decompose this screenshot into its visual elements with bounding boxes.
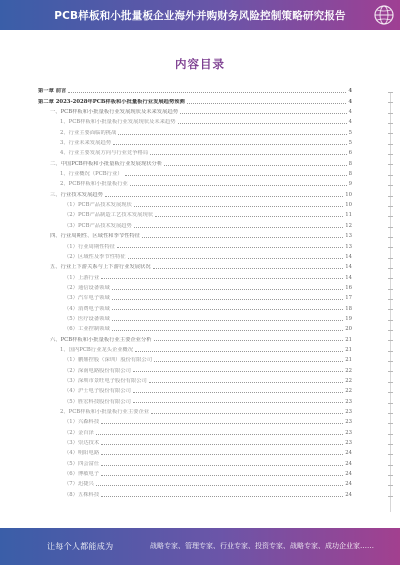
toc-entry[interactable] (38, 415, 352, 425)
toc-page-number: 18 (345, 305, 352, 312)
toc-entry-text: （2）金百泽 (64, 429, 94, 436)
toc-leader-dots (133, 392, 343, 393)
toc-entry-text: 二、中国PCB样板和小批量板行业发展现状分析 (50, 160, 163, 167)
toc-entry[interactable] (38, 394, 352, 404)
ruler-tick (388, 102, 393, 103)
toc-page-number: 10 (345, 202, 352, 209)
toc-page-number: 4 (348, 109, 352, 116)
toc-leader-dots (128, 258, 344, 259)
ruler-tick (388, 164, 393, 165)
toc-entry-text: （2）深南电路股份有限公司 (64, 367, 131, 374)
ruler-tick (388, 340, 393, 341)
toc-leader-dots (101, 454, 343, 455)
toc-leader-dots (164, 165, 346, 166)
toc-entry[interactable] (38, 436, 352, 446)
ruler-tick (388, 247, 393, 248)
toc-entry-text: （1）兴森科技 (64, 419, 100, 426)
toc-leader-dots (154, 361, 343, 362)
toc-entry-text: 三、行业技术发展趋势 (50, 191, 103, 198)
toc-entry-text: （1）PCB产品技术发展现状 (64, 202, 132, 209)
toc-leader-dots (101, 475, 343, 476)
toc-page-number: 24 (345, 481, 352, 488)
toc-entry-text: 五、行业上下游关系与上下游行业发展状况 (50, 264, 151, 271)
toc-page-number: 23 (345, 398, 352, 405)
toc-entry-text: 第一章 前言 (38, 88, 67, 95)
ruler-tick (388, 423, 393, 424)
toc-entry-text: （4）消费电子领域 (64, 305, 110, 312)
toc-entry-text: （2）区域性及季节性特征 (64, 253, 126, 260)
toc-page-number: 10 (345, 191, 352, 198)
ruler-tick (388, 413, 393, 414)
toc-entry[interactable] (38, 198, 352, 208)
toc-page-number: 19 (345, 315, 352, 322)
ruler-tick (388, 299, 393, 300)
toc-page-number: 21 (345, 346, 352, 353)
toc-entry-text: （4）明阳电路 (64, 450, 100, 457)
toc-entry-text: （6）博敏电子 (64, 471, 100, 478)
toc-page-number: 22 (345, 367, 352, 374)
toc-page-number: 8 (348, 171, 352, 178)
toc-leader-dots (130, 185, 347, 186)
ruler-tick (388, 351, 393, 352)
ruler-tick (388, 330, 393, 331)
ruler-tick (388, 465, 393, 466)
ruler-tick (388, 475, 393, 476)
toc-page-number: 13 (345, 233, 352, 240)
toc-entry[interactable] (38, 84, 352, 94)
toc-leader-dots (135, 351, 343, 352)
toc-entry-text: 2、PCB样板和小批量板行业 (60, 181, 128, 188)
toc-entry-text: 一、PCB样板和小批量板行业发展现状及未来发展趋势 (50, 109, 179, 116)
toc-leader-dots (125, 175, 347, 176)
toc-entry[interactable] (38, 312, 352, 322)
toc-entry-text: （4）沪士电子股份有限公司 (64, 388, 131, 395)
toc-leader-dots (117, 247, 343, 248)
toc-page-number: 20 (345, 326, 352, 333)
toc-entry[interactable] (38, 94, 352, 104)
ruler-tick (388, 133, 393, 134)
footer-slogan: 让每个人都能成为 (47, 542, 114, 551)
toc-entry-text: （5）医疗设备领域 (64, 315, 110, 322)
toc-leader-dots (133, 371, 343, 372)
ruler-tick (388, 434, 393, 435)
toc-entry-text: （3）崇达技术 (64, 440, 100, 447)
toc-page-number: 9 (348, 181, 352, 188)
toc-page-number: 22 (345, 377, 352, 384)
ruler-tick (388, 92, 393, 93)
toc-leader-dots (180, 113, 347, 114)
toc-entry[interactable] (38, 115, 352, 125)
toc-leader-dots (178, 123, 347, 124)
toc-page-number: 11 (345, 212, 352, 219)
ruler-tick (388, 175, 393, 176)
toc-entry[interactable] (38, 239, 352, 249)
toc-leader-dots (68, 92, 346, 93)
toc-page-number: 17 (345, 295, 352, 302)
toc-leader-dots (101, 278, 343, 279)
toc-entry-text: 3、行业未来发展趋势 (60, 140, 112, 147)
toc-page-number: 8 (348, 160, 352, 167)
toc-entry-text: 四、行业周期性、区域性和季节性特征 (50, 233, 141, 240)
ruler-tick (388, 382, 393, 383)
toc-entry-text: （2）通信设备领域 (64, 284, 110, 291)
toc-entry-text: （1）行业周期性特征 (64, 243, 116, 250)
toc-page-number: 22 (345, 388, 352, 395)
toc-entry-text: 1、行业概况（PCB行业） (60, 171, 123, 178)
toc-page-number: 21 (345, 357, 352, 364)
ruler-tick (388, 258, 393, 259)
ruler-tick (388, 485, 393, 486)
toc-entry[interactable] (38, 477, 352, 487)
toc-leader-dots (154, 340, 344, 341)
toc-page-number: 4 (348, 98, 352, 105)
toc-leader-dots (153, 268, 344, 269)
toc-leader-dots (142, 237, 343, 238)
toc-entry-text: （5）四会富仕 (64, 460, 100, 467)
ruler-tick (388, 320, 393, 321)
ruler-tick (388, 444, 393, 445)
ruler-tick (388, 113, 393, 114)
toc-page-number: 24 (345, 450, 352, 457)
toc-entry[interactable] (38, 146, 352, 156)
toc-leader-dots (101, 496, 343, 497)
toc-entry-text: 六、PCB样板和小批量板行业主要企业分析 (50, 336, 152, 343)
toc-entry[interactable] (38, 229, 352, 239)
toc-entry-text: 第二章 2023-2028年PCB样板和小批量板行业发展趋势预测 (38, 98, 185, 105)
ruler-tick (388, 454, 393, 455)
toc-entry[interactable] (38, 487, 352, 497)
ruler-tick (388, 361, 393, 362)
ruler-tick (388, 278, 393, 279)
toc-page-number: 14 (345, 264, 352, 271)
toc-entry[interactable] (38, 353, 352, 363)
toc-leader-dots (112, 299, 344, 300)
toc-leader-dots (150, 154, 347, 155)
toc-entry[interactable] (38, 343, 352, 353)
toc-entry-text: （5）胜宏科技股份有限公司 (64, 398, 131, 405)
toc-leader-dots (149, 382, 343, 383)
ruler-tick (388, 289, 393, 290)
toc-page-number: 23 (345, 429, 352, 436)
globe-logo-icon (372, 3, 396, 27)
ruler-tick (388, 216, 393, 217)
toc-entry[interactable] (38, 405, 352, 415)
toc-entry-text: （1）鹏鼎控股（深圳）股份有限公司 (64, 357, 153, 364)
toc-entry[interactable] (38, 156, 352, 166)
toc-heading: 内容目录 (175, 57, 225, 71)
ruler-tick (388, 237, 393, 238)
toc-page-number: 16 (345, 284, 352, 291)
toc-entry[interactable] (38, 363, 352, 373)
toc-page-number: 13 (345, 243, 352, 250)
toc-page-number: 14 (345, 274, 352, 281)
toc-entry[interactable] (38, 291, 352, 301)
toc-page-number: 23 (345, 409, 352, 415)
ruler-tick (388, 309, 393, 310)
toc-entry[interactable] (38, 105, 352, 115)
toc-entry-text: （3）深圳市景旺电子股份有限公司 (64, 377, 147, 384)
toc-leader-dots (101, 423, 343, 424)
toc-entry[interactable] (38, 467, 352, 477)
ruler-tick (388, 144, 393, 145)
toc-entry-text: 2、PCB样板和小批量板行业主要企业 (60, 409, 150, 415)
toc-entry[interactable] (38, 425, 352, 435)
toc-page-number: 6 (348, 150, 352, 157)
toc-leader-dots (96, 485, 343, 486)
toc-page-number: 23 (345, 419, 352, 426)
toc-entry[interactable] (38, 136, 352, 146)
toc-entry[interactable] (38, 270, 352, 280)
toc-leader-dots (118, 134, 346, 135)
ruler-tick (388, 403, 393, 404)
ruler-tick (388, 371, 393, 372)
toc-leader-dots (155, 216, 343, 217)
toc-entry-text: （8）五株科技 (64, 491, 100, 498)
toc-leader-dots (134, 206, 343, 207)
ruler-tick (388, 154, 393, 155)
toc-entry[interactable] (38, 125, 352, 135)
ruler-tick (388, 123, 393, 124)
toc-entry[interactable] (38, 384, 352, 394)
toc-entry-text: 1、PCB样板和小批量板行业发展现状及未来趋势 (60, 119, 176, 126)
toc-leader-dots (134, 227, 343, 228)
toc-leader-dots (112, 330, 344, 331)
toc-entry-text: （6）工业控制领域 (64, 326, 110, 333)
toc-entry-text: 1、国内PCB行业龙头企业概况 (60, 346, 134, 353)
toc-leader-dots (112, 309, 344, 310)
toc-entry[interactable] (38, 301, 352, 311)
toc-entry-text: （1）上游行业 (64, 274, 100, 281)
toc-entry-text: （7）迅捷兴 (64, 481, 94, 488)
ruler-tick (388, 496, 393, 497)
toc-entry[interactable] (38, 218, 352, 228)
toc-entry-text: （3）汽车电子领域 (64, 295, 110, 302)
footer-roles: 战略专家、管理专家、行业专家、投资专家、战略专家、成功企业家…… (150, 542, 374, 550)
toc-leader-dots (151, 413, 343, 414)
toc-entry[interactable] (38, 260, 352, 270)
toc-page-number: 24 (345, 460, 352, 467)
toc-page-number: 5 (348, 140, 352, 147)
toc-entry[interactable] (38, 208, 352, 218)
toc-leader-dots (112, 289, 344, 290)
toc-entry[interactable] (38, 374, 352, 384)
toc-entry[interactable] (38, 332, 352, 342)
report-title: PCB样板和小批量板企业海外并购财务风险控制策略研究报告 (54, 10, 346, 22)
toc-page-number: 4 (348, 88, 352, 95)
ruler-tick (388, 196, 393, 197)
toc-leader-dots (187, 103, 346, 104)
toc-leader-dots (133, 402, 343, 403)
toc-leader-dots (101, 444, 343, 445)
toc-leader-dots (96, 434, 343, 435)
toc-entry-text: 4、行业主要发展方向与行业竞争格局 (60, 150, 149, 157)
toc-page-number: 24 (345, 491, 352, 498)
toc-page-number: 5 (348, 129, 352, 136)
ruler-tick (388, 268, 393, 269)
toc-entry[interactable] (38, 167, 352, 177)
table-of-contents (38, 84, 352, 498)
toc-entry-text: （3）PCB产品技术发展趋势 (64, 222, 132, 229)
toc-page-number: 14 (345, 253, 352, 260)
toc-page-number: 21 (345, 336, 352, 343)
toc-entry-text: 2、行业主要面临的挑战 (60, 129, 117, 136)
toc-page-number: 24 (345, 471, 352, 478)
page-edge-ruler (390, 92, 391, 512)
toc-leader-dots (113, 144, 347, 145)
toc-entry[interactable] (38, 177, 352, 187)
toc-page-number: 23 (345, 440, 352, 447)
toc-entry[interactable] (38, 250, 352, 260)
toc-page-number: 4 (348, 119, 352, 126)
ruler-tick (388, 185, 393, 186)
toc-entry-text: （2）PCB产品制造工艺技术发展现状 (64, 212, 154, 219)
toc-leader-dots (101, 465, 343, 466)
toc-page-number: 12 (345, 222, 352, 229)
toc-entry[interactable] (38, 446, 352, 456)
toc-entry[interactable] (38, 322, 352, 332)
toc-entry[interactable] (38, 456, 352, 466)
toc-leader-dots (105, 196, 343, 197)
toc-entry[interactable] (38, 187, 352, 197)
toc-leader-dots (112, 320, 344, 321)
toc-entry[interactable] (38, 281, 352, 291)
ruler-tick (388, 227, 393, 228)
ruler-tick (388, 206, 393, 207)
ruler-tick (388, 392, 393, 393)
